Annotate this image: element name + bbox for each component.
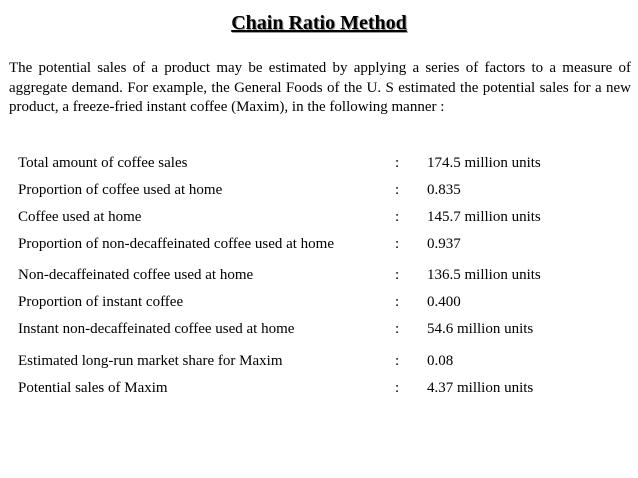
row-value: 4.37 million units bbox=[427, 380, 534, 396]
row-label: Estimated long-run market share for Maxim bbox=[18, 353, 283, 369]
row-value: 54.6 million units bbox=[427, 321, 534, 337]
row-value: 174.5 million units bbox=[427, 155, 541, 171]
row-separator: : bbox=[395, 155, 400, 171]
row-label: Proportion of coffee used at home bbox=[18, 182, 223, 198]
row-label: Potential sales of Maxim bbox=[18, 380, 168, 396]
slide-title: Chain Ratio Method bbox=[231, 12, 407, 34]
row-separator: : bbox=[395, 353, 400, 369]
row-separator: : bbox=[395, 209, 400, 225]
row-value: 0.835 bbox=[427, 182, 461, 198]
row-value: 0.08 bbox=[427, 353, 454, 369]
row-value: 145.7 million units bbox=[427, 209, 541, 225]
row-separator: : bbox=[395, 380, 400, 396]
row-label: Non-decaffeinated coffee used at home bbox=[18, 267, 254, 283]
row-separator: : bbox=[395, 267, 400, 283]
row-label: Coffee used at home bbox=[18, 209, 142, 225]
row-separator: : bbox=[395, 321, 400, 337]
row-separator: : bbox=[395, 236, 400, 252]
row-separator: : bbox=[395, 182, 400, 198]
intro-paragraph: The potential sales of a product may be estimated by applying a series of factors to a measure of aggregate demand. For example, the General Foods of the U. S estimated the potential sales for a new product, a freeze-fried instant coffee (Maxim), in the following manner : bbox=[9, 60, 631, 115]
row-value: 136.5 million units bbox=[427, 267, 541, 283]
row-label: Proportion of instant coffee bbox=[18, 294, 184, 310]
row-value: 0.937 bbox=[427, 236, 461, 252]
row-label: Total amount of coffee sales bbox=[18, 155, 188, 171]
row-value: 0.400 bbox=[427, 294, 461, 310]
row-separator: : bbox=[395, 294, 400, 310]
row-label: Proportion of non-decaffeinated coffee used at home bbox=[18, 236, 334, 252]
row-label: Instant non-decaffeinated coffee used at home bbox=[18, 321, 295, 337]
